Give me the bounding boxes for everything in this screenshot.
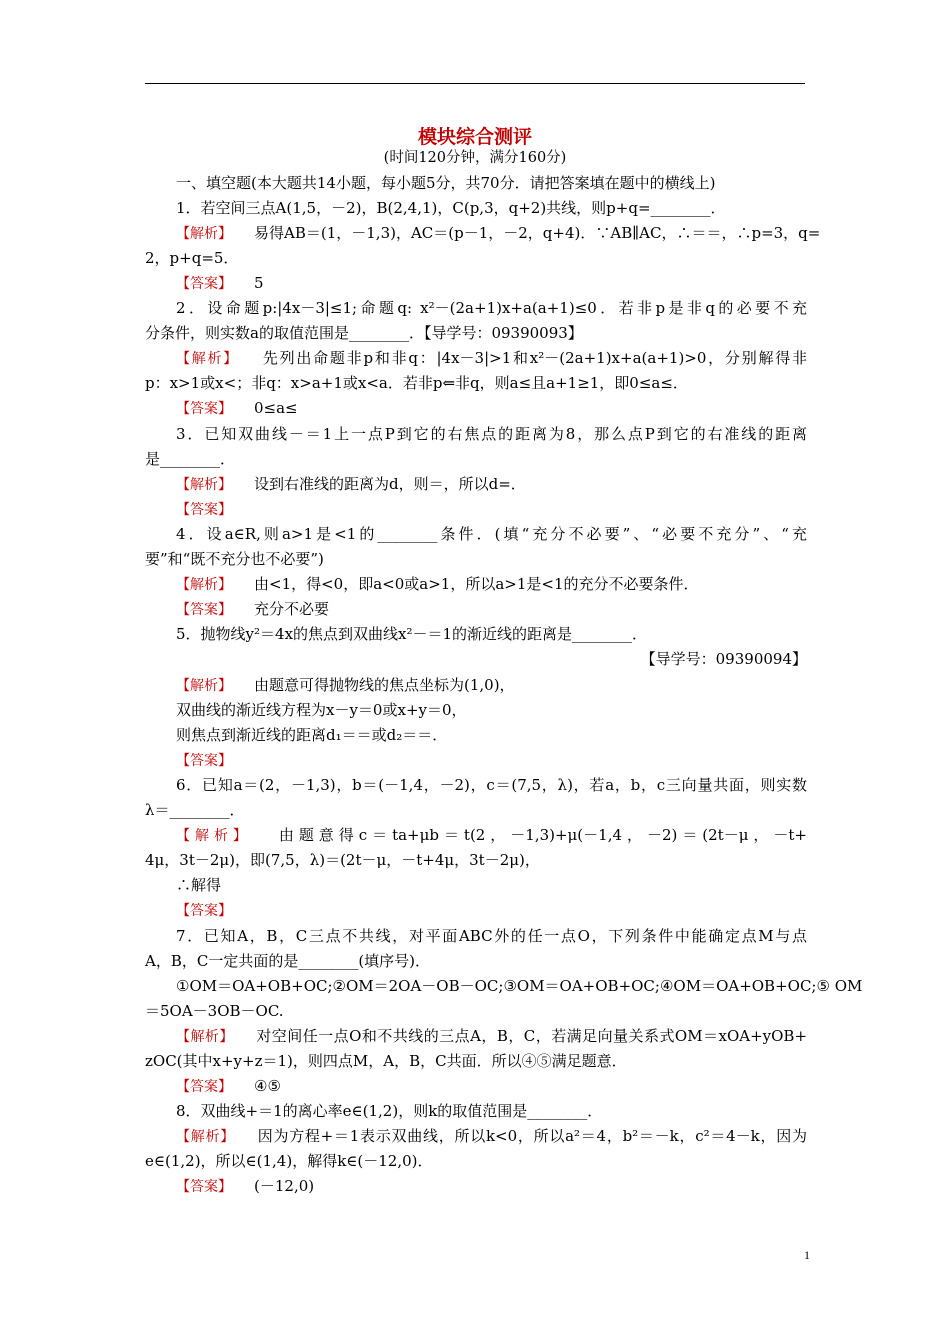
analysis-text: 由<1，得<0，即a<0或a>1，所以a>1是<1的充分不必要条件． [254,575,699,593]
answer-label: 【答案】 [176,1179,232,1195]
analysis-5-line-1 [176,674,807,697]
answer-text: ④⑤ [254,1077,281,1095]
answer-text: 充分不必要 [254,600,330,618]
answer-3 [176,498,807,521]
analysis-label: 【解析】 [176,226,232,242]
analysis-8-line-1 [176,1125,807,1148]
question-4-line-2: 要”和“既不充分也不必要”) [145,550,324,568]
analysis-6-line-1 [176,824,807,847]
analysis-text: 对空间任一点O和不共线的三点A，B，C，若满足向量关系式OM＝xOA+yOB+ [255,1027,808,1045]
analysis-1-line-1 [176,222,821,245]
answer-text: (－12,0) [254,1177,315,1195]
analysis-7-line-1 [176,1025,807,1048]
analysis-text: 由题意得c＝ta+μb＝t(2，－1,3)+μ(－1,4，－2)＝(2t－μ，－t+ [273,826,807,844]
analysis-8-line-2: e∈(1,2)，所以∈(1,4)，解得k∈(－12,0)． [145,1152,433,1170]
analysis-7-line-2: zOC(其中x+y+z＝1)，则四点M，A，B，C共面．所以④⑤满足题意． [145,1052,627,1070]
answer-4 [176,598,807,621]
analysis-5-line-2: 双曲线的渐近线方程为x－y＝0或x+y＝0， [176,701,467,719]
answer-1 [176,272,807,295]
question-3-line-1: 3．已知双曲线－＝1上一点P到它的右焦点的距离为8，那么点P到它的右准线的距离 [176,425,807,443]
page-subtitle: (时间120分钟，满分160分) [383,150,567,166]
question-6-line-2: λ＝________． [145,801,245,819]
page-title: 模块综合测评 [417,126,532,148]
analysis-1-line-2: 2，p+q=5． [145,249,239,267]
answer-6 [176,899,807,922]
answer-text: 0≤a≤ [254,399,298,417]
header-rule [145,83,805,84]
analysis-text: 设到右准线的距离为d，则＝，所以d=． [254,475,526,493]
analysis-label: 【解析】 [176,828,252,844]
answer-label: 【答案】 [176,753,232,769]
analysis-label: 【解析】 [176,1029,234,1045]
analysis-6-line-3: ∴解得 [176,876,222,894]
question-7-line-4: ＝5OA－3OB－OC. [145,1002,284,1020]
analysis-4 [176,573,807,596]
answer-label: 【答案】 [176,276,232,292]
answer-5 [176,749,807,772]
analysis-text: 易得AB＝(1，－1,3)，AC＝(p－1，－2，q+4)．∵AB∥AC，∴＝＝，∴p=3，q= [254,224,821,242]
page-number: 1 [804,1248,810,1262]
question-8: 8．双曲线+＝1的离心率e∈(1,2)，则k的取值范围是________． [176,1102,603,1120]
question-3-line-2: 是________． [145,450,236,468]
analysis-label: 【解析】 [176,678,232,694]
analysis-text: 由题意可得抛物线的焦点坐标为(1,0)， [254,676,515,694]
answer-2 [176,397,807,420]
analysis-text: 先列出命题非p和非q：|4x－3|>1和x²－(2a+1)x+a(a+1)>0，分别解得非 [261,349,808,367]
analysis-label: 【解析】 [176,477,232,493]
answer-7 [176,1075,807,1098]
analysis-6-line-2: 4μ，3t－2μ)，即(7,5，λ)＝(2t－μ，－t+4μ，3t－2μ)， [145,851,540,869]
answer-label: 【答案】 [176,1079,232,1095]
answer-label: 【答案】 [176,903,232,919]
question-7-line-3: ①OM＝OA+OB+OC;②OM＝2OA－OB－OC;③OM＝OA+OB+OC;④OM＝OA+OB+OC;⑤ OM [176,977,863,995]
answer-label: 【答案】 [176,401,232,417]
guide-number-5: 【导学号：09390094】 [640,650,807,668]
answer-label: 【答案】 [176,602,232,618]
analysis-2-line-1 [176,347,807,370]
question-5: 5．抛物线y²＝4x的焦点到双曲线x²－＝1的渐近线的距离是________． [176,625,648,643]
answer-label: 【答案】 [176,502,232,518]
question-7-line-2: A，B，C一定共面的是________(填序号)． [145,952,431,970]
analysis-label: 【解析】 [176,577,232,593]
question-4-line-1: 4．设a∈R,则a>1是<1的________条件．(填“充分不必要”、“必要不充分”、“充 [176,525,807,543]
analysis-label: 【解析】 [176,351,240,367]
analysis-5-line-3: 则焦点到渐近线的距离d₁＝＝或d₂＝＝． [176,726,448,744]
answer-text: 5 [254,274,264,292]
section-heading: 一、填空题(本大题共14小题，每小题5分，共70分．请把答案填在题中的横线上) [176,174,716,192]
analysis-text: 因为方程+＝1表示双曲线，所以k<0，所以a²＝4，b²＝－k，c²＝4－k，因为 [256,1127,807,1145]
question-2-line-1: 2．设命题p:|4x－3|≤1;命题q: x²－(2a+1)x+a(a+1)≤0．若非p是非q的必要不充 [176,299,807,317]
question-2-line-2: 分条件，则实数a的取值范围是________．【导学号：09390093】 [145,324,583,342]
question-7-line-1: 7．已知A，B，C三点不共线，对平面ABC外的任一点O，下列条件中能确定点M与点 [176,927,807,945]
question-6-line-1: 6．已知a＝(2，－1,3)，b＝(－1,4，－2)，c＝(7,5，λ)，若a，b，c三向量共面，则实数 [176,776,807,794]
analysis-2-line-2: p：x>1或x<；非q：x>a+1或x<a．若非p⇐非q，则a≤且a+1≥1，即0≤a≤． [145,374,688,392]
question-1: 1．若空间三点A(1,5，－2)，B(2,4,1)，C(p,3，q+2)共线，则p+q=________． [176,199,726,217]
answer-8 [176,1175,807,1198]
analysis-3 [176,473,807,496]
analysis-label: 【解析】 [176,1129,235,1145]
